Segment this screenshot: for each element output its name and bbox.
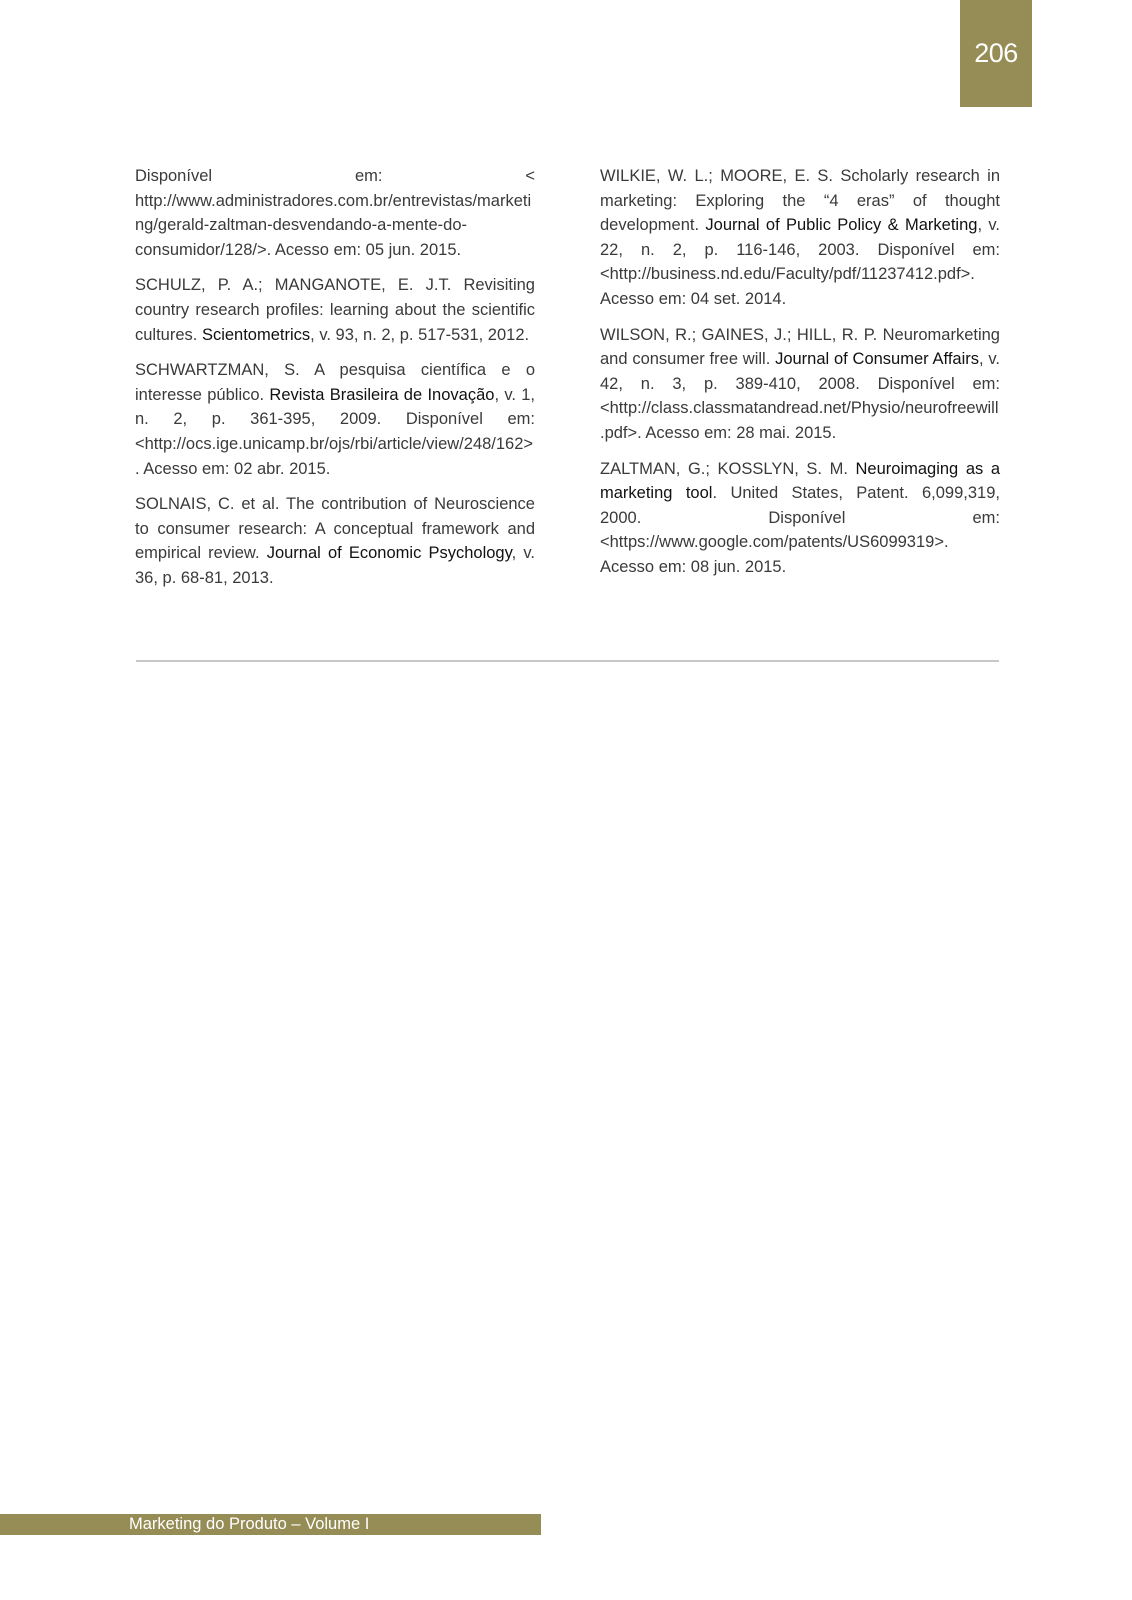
reference-source-title: Revista Brasileira de Inovação [269,385,495,404]
reference-source-title: Neuroimaging as a marketing tool [600,459,1001,503]
reference-entry [600,457,1000,580]
reference-details: , v. 22, n. 2, p. 116-146, 2003. Disponível em: <http://business.nd.edu/Faculty/pdf/11237412.pdf>. Acesso em: 04 set. 2014. [600,216,1000,308]
reference-entry [135,164,535,262]
reference-entry [135,273,535,347]
page-number: 206 [974,38,1018,68]
reference-text: WILSON, R.; GAINES, J.; HILL, R. P. Neuromarketing and consumer free will. [600,325,1000,369]
reference-details: . United States, Patent. 6,099,319, 2000. Disponível em: <https://www.google.com/patents/US6099319>. Acesso em: 08 jun. 2015. [600,484,1000,576]
reference-text: SOLNAIS, C. et al. The contribution of Neuroscience to consumer research: A conceptual framework and empirical review. [135,495,535,563]
reference-details: , v. 36, p. 68-81, 2013. [135,544,535,587]
reference-entry [600,164,1000,312]
references-columns [135,164,1000,602]
reference-entry [135,492,535,590]
reference-text: WILKIE, W. L.; MOORE, E. S. Scholarly research in marketing: Exploring the “4 eras” of thought development. [600,167,1000,235]
reference-details: , v. 93, n. 2, p. 517-531, 2012. [310,325,530,344]
reference-source-title: Journal of Economic Psychology [266,544,512,563]
reference-entry [600,323,1000,446]
reference-text: Disponível em: < http://www.administradores.com.br/entrevistas/marketing/gerald-zaltman-desvendando-a-mente-do-consumidor/128/>. Acesso em: 05 jun. 2015. [135,167,535,259]
reference-source-title: Journal of Public Policy & Marketing [705,216,978,235]
reference-details: , v. 42, n. 3, p. 389-410, 2008. Disponível em: <http://class.classmatandread.net/Physio/neurofreewill.pdf>. Acesso em: 28 mai. 2015. [600,350,1000,442]
footer-title: Marketing do Produto – Volume I [129,1515,370,1533]
reference-details: , v. 1, n. 2, p. 361-395, 2009. Disponível em: <http://ocs.ige.unicamp.br/ojs/rbi/article/view/248/162>. Acesso em: 02 abr. 2015. [135,385,535,478]
reference-source-title: Scientometrics [201,325,311,344]
reference-text: SCHULZ, P. A.; MANGANOTE, E. J.T. Revisiting country research profiles: learning about the scientific cultures. [135,276,535,344]
section-divider [136,660,999,662]
references-left-column [135,164,535,602]
references-right-column [600,164,1000,602]
reference-entry [135,358,535,481]
reference-text: SCHWARTZMAN, S. A pesquisa científica e o interesse público. [135,361,535,404]
reference-text: ZALTMAN, G.; KOSSLYN, S. M. [600,459,856,478]
reference-source-title: Journal of Consumer Affairs [775,350,979,369]
page-number-badge [960,0,1032,107]
footer-bar [0,1514,541,1535]
